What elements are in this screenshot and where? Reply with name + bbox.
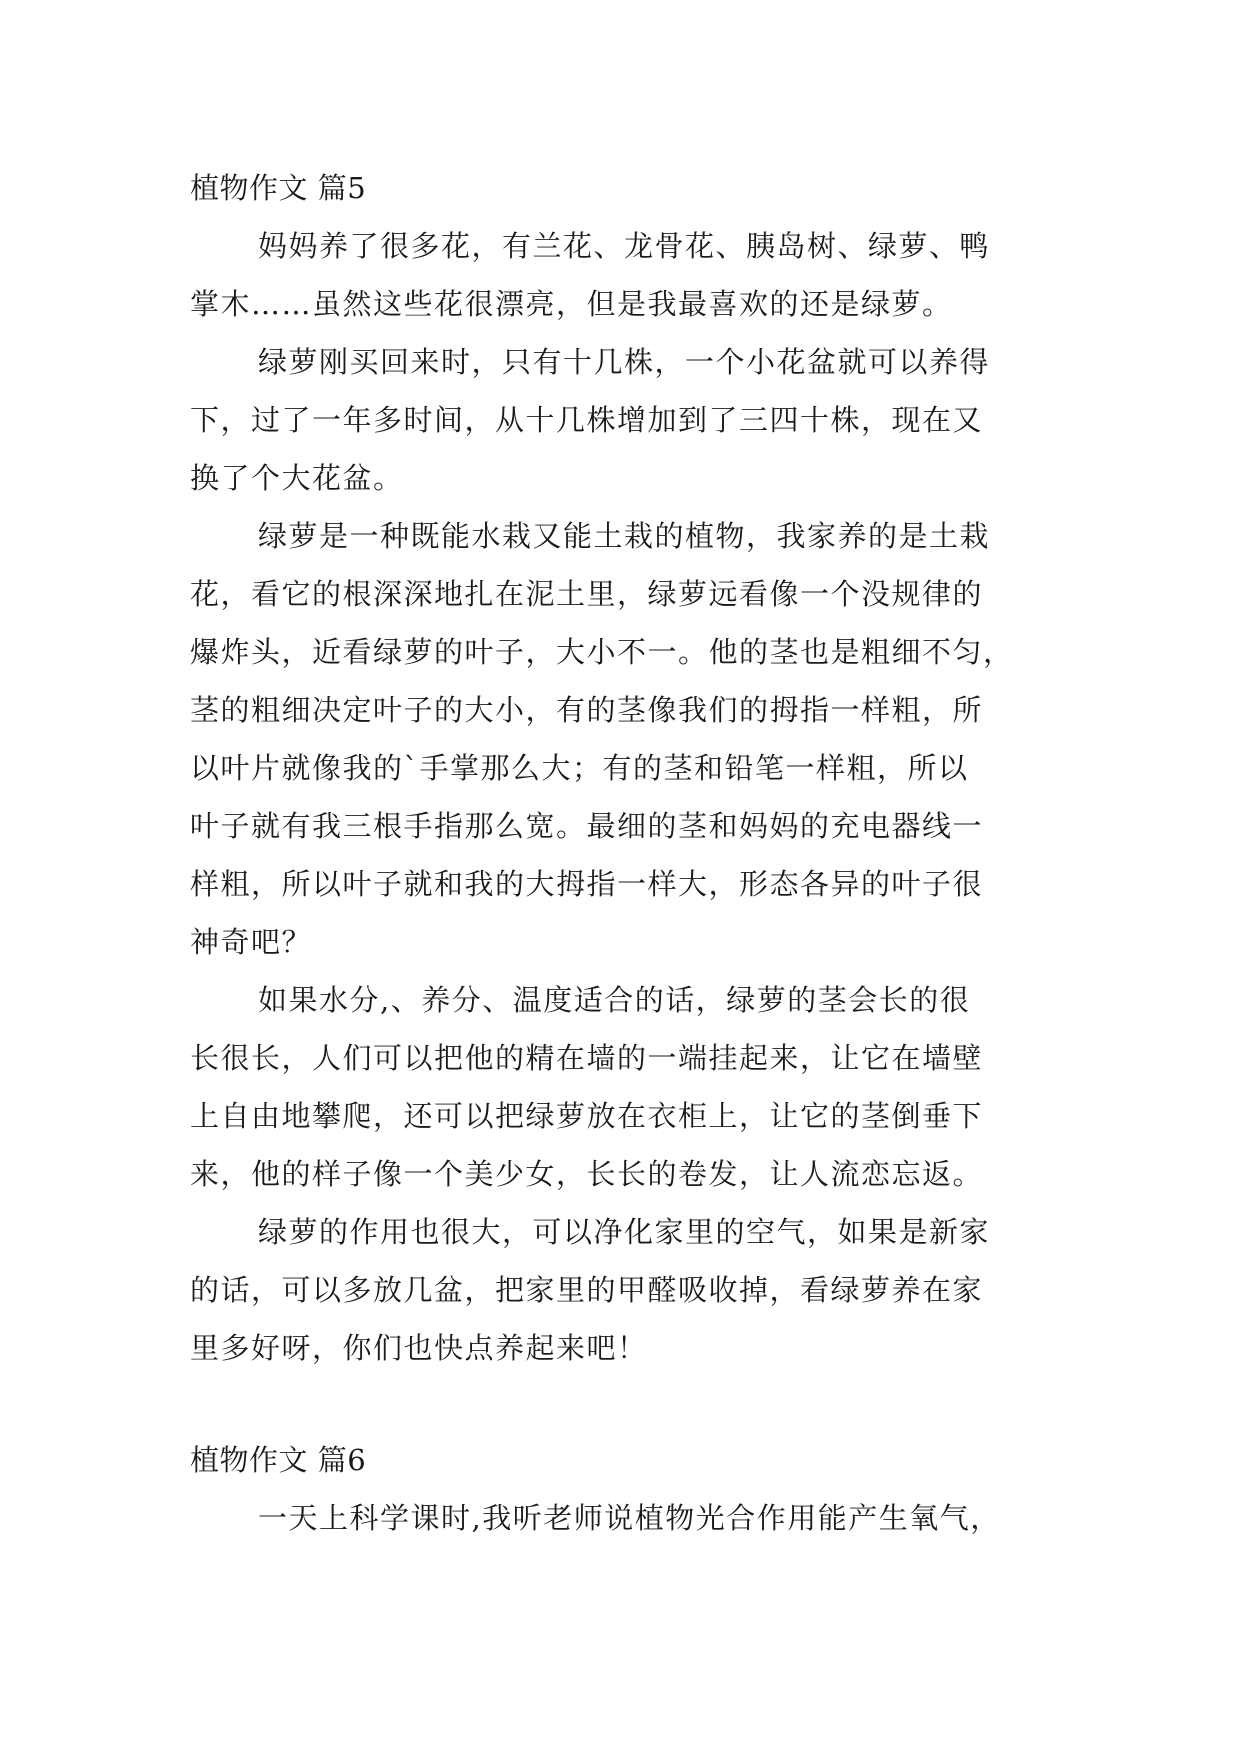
- paragraph-line: 叶子就有我三根手指那么宽。最细的茎和妈妈的充电器线一: [190, 809, 984, 843]
- section-title: 植物作文 篇5: [190, 171, 367, 205]
- paragraph-line: 妈妈养了很多花，有兰花、龙骨花、胰岛树、绿萝、鸭: [258, 229, 991, 263]
- paragraph-line: 换了个大花盆。: [190, 461, 404, 495]
- paragraph-line: 一天上科学课时,我听老师说植物光合作用能产生氧气，: [258, 1501, 1001, 1535]
- paragraph-line: 上自由地攀爬，还可以把绿萝放在衣柜上，让它的茎倒垂下: [190, 1099, 984, 1133]
- paragraph-line: 掌木……虽然这些花很漂亮，但是我最喜欢的还是绿萝。: [190, 287, 953, 321]
- paragraph-line: 茎的粗细决定叶子的大小，有的茎像我们的拇指一样粗，所: [190, 693, 984, 727]
- paragraph-line: 花，看它的根深深地扎在泥土里，绿萝远看像一个没规律的: [190, 577, 984, 611]
- paragraph-line: 来，他的样子像一个美少女，长长的卷发，让人流恋忘返。: [190, 1157, 984, 1191]
- paragraph-line: 绿萝刚买回来时，只有十几株，一个小花盆就可以养得: [258, 345, 991, 379]
- paragraph-line: 如果水分,、养分、温度适合的话，绿萝的茎会长的很: [258, 983, 971, 1017]
- paragraph-line: 神奇吧？: [190, 925, 313, 959]
- paragraph-line: 绿萝是一种既能水栽又能土栽的植物，我家养的是土栽: [258, 519, 991, 553]
- paragraph-line: 爆炸头，近看绿萝的叶子，大小不一。他的茎也是粗细不匀，: [190, 635, 1014, 669]
- paragraph-line: 里多好呀，你们也快点养起来吧！: [190, 1331, 648, 1365]
- paragraph-line: 长很长，人们可以把他的精在墙的一端挂起来，让它在墙壁: [190, 1041, 984, 1075]
- section-title: 植物作文 篇6: [190, 1443, 367, 1477]
- paragraph-line: 的话，可以多放几盆，把家里的甲醛吸收掉，看绿萝养在家: [190, 1273, 984, 1307]
- paragraph-line: 绿萝的作用也很大，可以净化家里的空气，如果是新家: [258, 1215, 991, 1249]
- paragraph-line: 以叶片就像我的`手掌那么大；有的茎和铅笔一样粗，所以: [190, 751, 969, 785]
- paragraph-line: 样粗，所以叶子就和我的大拇指一样大，形态各异的叶子很: [190, 867, 984, 901]
- paragraph-line: 下，过了一年多时间，从十几株增加到了三四十株，现在又: [190, 403, 984, 437]
